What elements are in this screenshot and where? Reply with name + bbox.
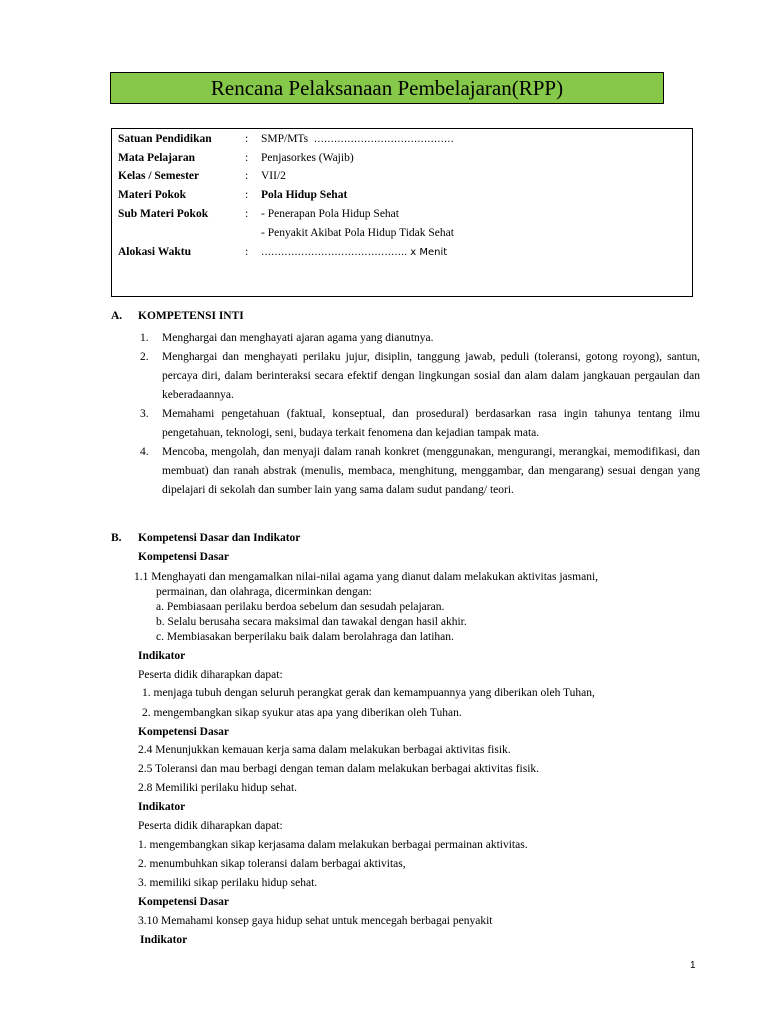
list-item: 4. Mencoba, mengolah, dan menyaji dalam ranah konkret (menggunakan, mengurangi, merangkai, memodifikasi, dan membuat) dan ranah abstrak (menulis, membaca, menghitung, menggambar, dan mengarang) sesuai dengan yang dipelajari di sekolah dan sumber lain yang sama dalam sudut pandang/ teori. [140,446,700,496]
kd-2-5: 2.5 Toleransi dan mau berbagi dengan teman dalam melakukan berbagai aktivitas fisik. [138,763,540,775]
kd-1-1-c: c. Membiasakan berperilaku baik dalam berolahraga dan latihan. [156,631,454,643]
kd-1-1-cont: permainan, dan olahraga, dicerminkan dengan: [156,586,372,598]
indikator-label-2: Indikator [138,801,186,813]
list-item: 1. Menghargai dan menghayati ajaran agama yang dianutnya. [140,332,434,344]
kd-1-1-b: b. Selalu berusaha secara maksimal dan tawakal dengan hasil akhir. [156,616,467,628]
kd-label-3: Kompetensi Dasar [138,896,230,908]
peserta-text: Peserta didik diharapkan dapat: [138,669,283,681]
peserta-text-2: Peserta didik diharapkan dapat: [138,820,283,832]
indikator-label-3: Indikator [140,934,188,946]
kd-label-2: Kompetensi Dasar [138,726,230,738]
indikator-label: Indikator [138,650,186,662]
list-item: 2. Menghargai dan menghayati perilaku jujur, disiplin, tanggung jawab, peduli (toleransi, gotong royong), santun, percaya diri, dalam berinteraksi secara efektif dengan lingkungan sosial dan alam dalam jangkauan pergaulan dan keberadaannya. [140,351,700,401]
kd-3-10: 3.10 Memahami konsep gaya hidup sehat untuk mencegah berbagai penyakit [138,915,493,927]
kd-1-1-a: a. Pembiasaan perilaku berdoa sebelum dan sesudah pelajaran. [156,601,445,613]
indikator-1-2: 2. mengembangkan sikap syukur atas apa yang diberikan oleh Tuhan. [142,707,462,719]
indikator-2-3: 3. memiliki sikap perilaku hidup sehat. [138,877,318,889]
kd-label: Kompetensi Dasar [138,551,230,563]
document-title: Rencana Pelaksanaan Pembelajaran(RPP) [110,72,664,104]
kd-2-4: 2.4 Menunjukkan kemauan kerja sama dalam melakukan berbagai aktivitas fisik. [138,744,511,756]
kd-1-1: 1.1 Menghayati dan mengamalkan nilai-nilai agama yang dianut dalam melakukan aktivitas jasmani, [134,571,599,583]
indikator-2-1: 1. mengembangkan sikap kerjasama dalam melakukan berbagai permainan aktivitas. [138,839,528,851]
indikator-2-2: 2. menumbuhkan sikap toleransi dalam berbagai aktivitas, [138,858,406,870]
kompetensi-inti-list [138,329,700,500]
kd-2-8: 2.8 Memiliki perilaku hidup sehat. [138,782,298,794]
info-table: Satuan Pendidikan : SMP/MTs …………………………………… Mata Pelajaran : Penjasorkes (Wajib) Kelas / Semester : VII/2 Materi Pokok : Pola Hidup Sehat Sub Materi Pokok : - Penerapan Pola Hidup Sehat - Penyakit Akibat Pola Hidup Tidak Sehat Alokasi Waktu : …………………………………….. x Menit [111,128,693,297]
page-number: 1 [690,960,696,971]
list-item: 3. Memahami pengetahuan (faktual, konseptual, dan prosedural) berdasarkan rasa ingin tahunya tentang ilmu pengetahuan, teknologi, seni, budaya terkait fenomena dan kejadian tampak mata. [140,408,700,439]
indikator-1-1: 1. menjaga tubuh dengan seluruh perangkat gerak dan kemampuannya yang diberikan oleh Tuhan, [142,687,595,699]
